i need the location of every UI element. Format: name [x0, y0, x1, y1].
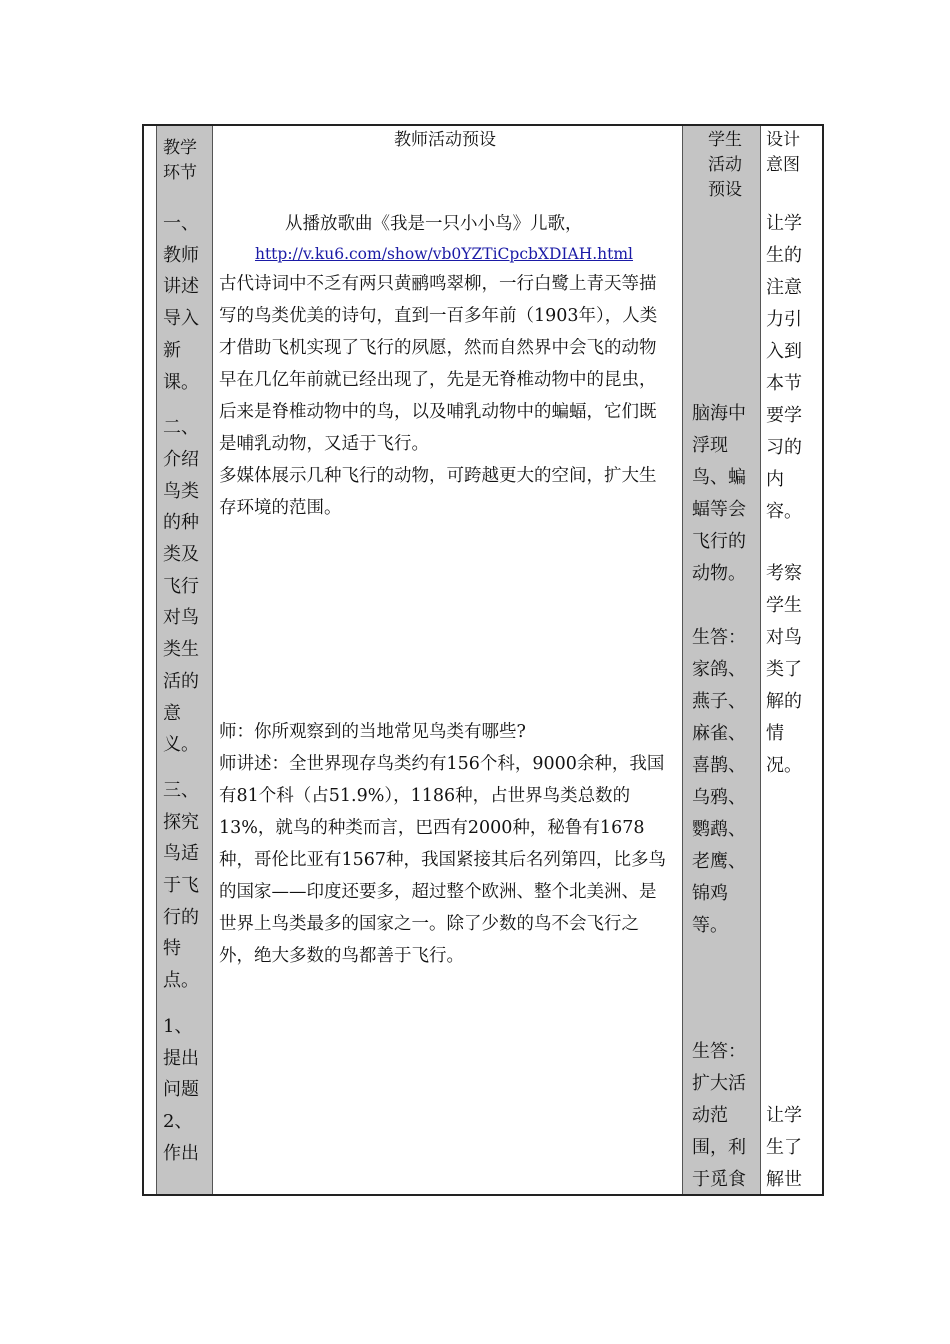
media-paragraph: 多媒体展示几种飞行的动物，可跨越更大的空间，扩大生存环境的范围。 [219, 466, 657, 518]
stage-item-hypothesis: 2、作出 [163, 1110, 199, 1164]
column-divider [760, 126, 761, 1194]
header-design: 设计意图 [766, 130, 800, 175]
stage-item-ask-question: 1、提出问题 [163, 1015, 199, 1101]
teacher-question: 师：你所观察到的当地常见鸟类有哪些? [219, 722, 526, 742]
column-divider [212, 126, 213, 1194]
student-answer-birds: 生答：家鸽、燕子、麻雀、喜鹊、乌鸦、鹦鹉、老鹰、锦鸡等。 [692, 627, 746, 936]
teacher-species-block [219, 716, 669, 972]
teacher-lecture: 师讲述：全世界现存鸟类约有156个科，9000余种，我国有81个科（占51.9%），1186种，占世界鸟类总数的13%，就鸟的种类而言，巴西有2000种，秘鲁有1678种，哥伦比亚有1567种，我国紧接其后名列第四，比多鸟的国家——印度还要多，超过整个欧洲、整个北美洲、是世界上鸟类最多的国家之一。除了少数的鸟不会飞行之外，绝大多数的鸟都善于飞行。 [219, 754, 667, 966]
stage-list [163, 208, 207, 1169]
teacher-intro-block [219, 208, 669, 524]
song-video-link[interactable]: http://v.ku6.com/show/vb0YZTiCpcbXDIAH.html [254, 245, 634, 263]
design-intent-check: 考察学生对鸟类了解的情况。 [766, 563, 802, 776]
header-stage: 教学环节 [163, 138, 197, 183]
intro-paragraph: 古代诗词中不乏有两只黄鹂鸣翠柳，一行白鹭上青天等描写的鸟类优美的诗句，直到一百多年前（1903年），人类才借助飞机实现了飞行的夙愿，然而自然界中会飞的动物早在几亿年前就已经出现了，先是无脊椎动物中的昆虫，后来是脊椎动物中的鸟，以及哺乳动物中的蝙蝠，它们既是哺乳动物，又适于飞行。 [219, 274, 658, 454]
song-intro-text: 从播放歌曲《我是一只小小鸟》儿歌， [285, 214, 583, 234]
student-recall: 脑海中浮现鸟、蝙蝠等会飞行的动物。 [692, 403, 746, 584]
stage-item-intro: 一、教师讲述导入新课。 [163, 213, 199, 393]
student-answer-range: 生答：扩大活动范围，利于觅食 [692, 1041, 746, 1190]
column-divider [156, 126, 157, 1194]
column-divider [682, 126, 683, 1194]
design-intent-attention: 让学生的注意力引入到本节要学习的内容。 [766, 213, 802, 522]
design-intent-world: 让学生了解世 [766, 1105, 802, 1190]
header-student: 学生活动预设 [708, 130, 742, 200]
stage-item-species: 二、介绍鸟类的种类及飞行对鸟类生活的意义。 [163, 417, 199, 756]
header-teacher: 教师活动预设 [394, 130, 496, 150]
stage-item-flight-features: 三、探究鸟适于飞行的特点。 [163, 779, 199, 992]
